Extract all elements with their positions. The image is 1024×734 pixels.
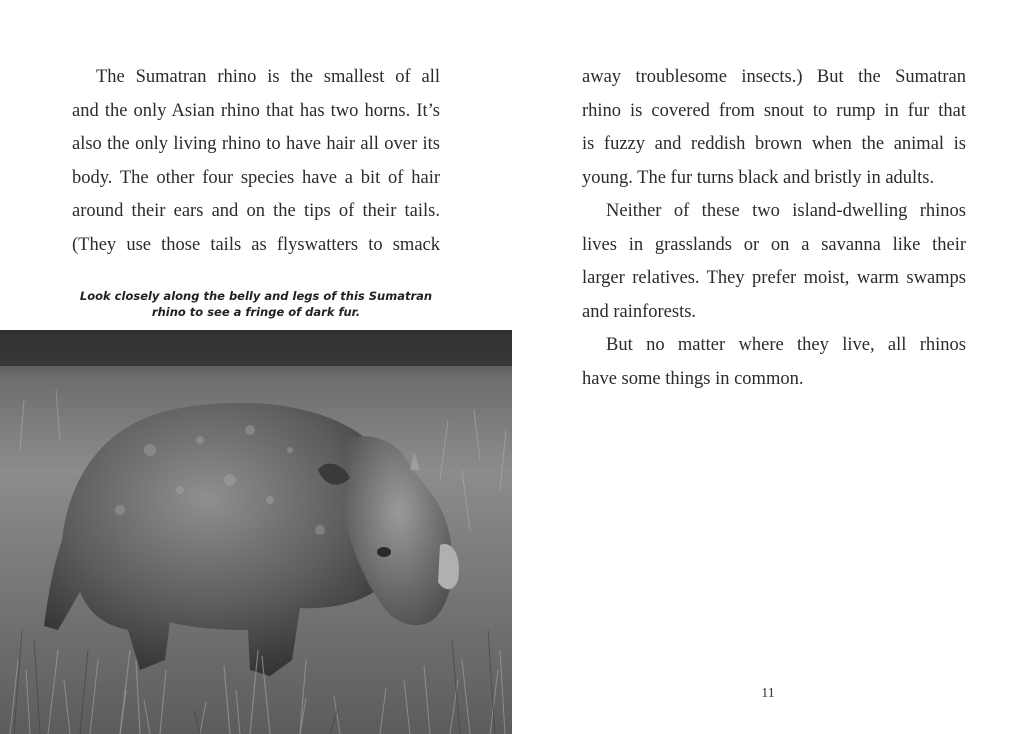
body-text-line: away troublesome insects.) But the Sumatran [582,67,966,87]
body-text-line: (They use those tails as flyswatters to smack [72,235,440,255]
caption-line: rhino to see a fringe of dark fur. [151,305,361,319]
body-text-line: around their ears and on the tips of their tails. [72,201,440,221]
body-text-line: But no matter where they live, all rhinos [606,335,966,355]
body-text-line: lives in grasslands or on a savanna like their [582,235,966,255]
photo-caption [60,288,452,320]
body-text-line: larger relatives. They prefer moist, warm swamps [582,268,966,288]
right-page [512,0,1024,734]
sumatran-rhino-photo [0,330,512,734]
body-text-line: and rainforests. [582,302,697,322]
caption-line: Look closely along the belly and legs of this Sumatran [79,289,433,303]
body-text-line: is fuzzy and reddish brown when the animal is [582,134,966,154]
body-text-line: and the only Asian rhino that has two horns. It’s [72,101,440,121]
page-number: 11 [761,686,775,701]
body-text-line: young. The fur turns black and bristly in adults. [582,168,935,188]
body-text-line: rhino is covered from snout to rump in fur that [582,101,966,121]
body-text-line: also the only living rhino to have hair all over its [72,134,440,154]
body-text-line: body. The other four species have a bit of hair [72,168,440,188]
body-text-line: Neither of these two island-dwelling rhinos [606,201,966,221]
body-text-line: have some things in common. [582,369,804,389]
body-text-line: The Sumatran rhino is the smallest of all [96,67,440,87]
